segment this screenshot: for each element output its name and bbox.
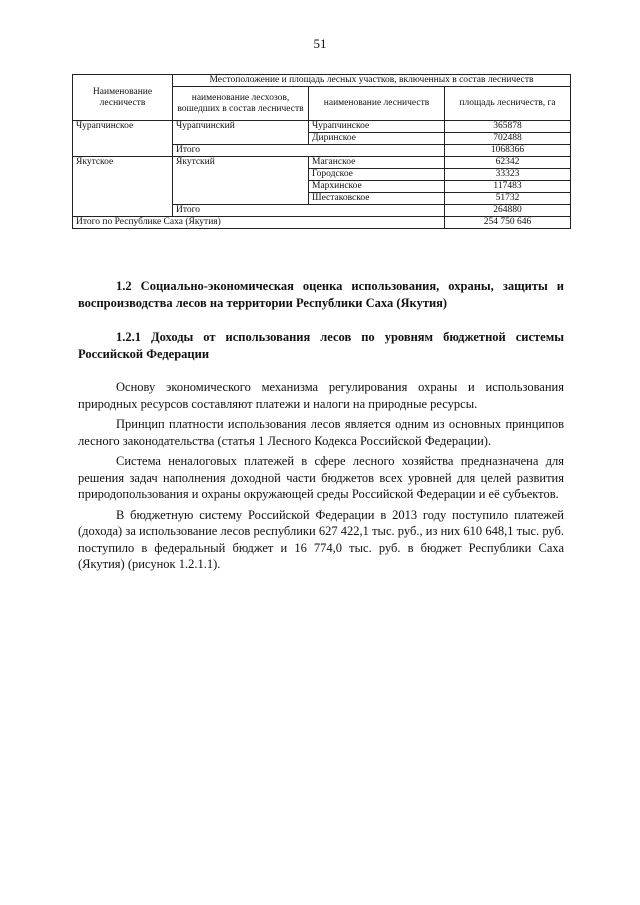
table-cell-total: 1068366 — [445, 145, 571, 157]
section-heading: 1.2 Социально-экономическая оценка использования, охраны, защиты и воспроизводства лесов на территории Республики Саха (Якутия) — [78, 279, 564, 310]
table-cell-forestry: Чурапчинское — [309, 121, 445, 133]
table-cell-name: Якутское — [73, 157, 173, 217]
table-cell-leshoz: Чурапчинский — [173, 121, 309, 145]
table-cell-area: 62342 — [445, 157, 571, 169]
header-forestry-col: наименование лесничеств — [309, 87, 445, 121]
table-cell-area: 33323 — [445, 169, 571, 181]
table-cell-area: 117483 — [445, 181, 571, 193]
page-number: 51 — [313, 36, 327, 51]
section-heading-block — [78, 278, 564, 311]
subsection-heading: 1.2.1 Доходы от использования лесов по уровням бюджетной системы Российской Федерации — [78, 330, 564, 361]
table-cell-total-label: Итого — [173, 145, 445, 157]
header-area-col: площадь лесничеств, га — [445, 87, 571, 121]
table-cell-name: Чурапчинское — [73, 121, 173, 157]
table-cell-area: 365878 — [445, 121, 571, 133]
table-cell-grand-total-label: Итого по Республике Саха (Якутия) — [73, 217, 445, 229]
forestry-table — [72, 74, 571, 229]
table-cell-area: 702488 — [445, 133, 571, 145]
paragraph: Принцип платности использования лесов является одним из основных принципов лесного законодательства (статья 1 Лесного Кодекса Российской Федерации). — [78, 417, 564, 448]
table-cell-total: 264880 — [445, 205, 571, 217]
header-leshoz-col: наименование лесхозов, вошедших в состав лесничеств — [173, 87, 309, 121]
table-cell-forestry: Диринское — [309, 133, 445, 145]
table-cell-leshoz: Якутский — [173, 157, 309, 205]
table-cell-forestry: Шестаковское — [309, 193, 445, 205]
paragraph: Система неналоговых платежей в сфере лесного хозяйства предназначена для решения задач наполнения доходной части бюджетов всех уровней для целей развития природопользования и охраны окружающей среды Российской Федерации и её субъектов. — [78, 454, 564, 501]
paragraph: В бюджетную систему Российской Федерации в 2013 году поступило платежей (дохода) за использование лесов республики 627 422,1 тыс. руб., из них 610 648,1 тыс. руб. поступило в федеральный бюджет и 16 774,0 тыс. руб. в бюджет Республики Саха (Якутия) (рисунок 1.2.1.1). — [78, 507, 564, 571]
subsection-heading-block — [78, 329, 564, 362]
table-cell-area: 51732 — [445, 193, 571, 205]
paragraph: Основу экономического механизма регулирования охраны и использования природных ресурсов составляют платежи и налоги на природные ресурсы. — [78, 380, 564, 411]
header-name-col: Наименование лесничеств — [73, 75, 173, 121]
body-text — [78, 379, 564, 573]
table-cell-forestry: Маганское — [309, 157, 445, 169]
table-cell-grand-total: 254 750 646 — [445, 217, 571, 229]
table-cell-forestry: Мархинское — [309, 181, 445, 193]
table-cell-forestry: Городское — [309, 169, 445, 181]
header-group-title: Местоположение и площадь лесных участков, включенных в состав лесничеств — [173, 75, 571, 87]
table-cell-total-label: Итого — [173, 205, 445, 217]
